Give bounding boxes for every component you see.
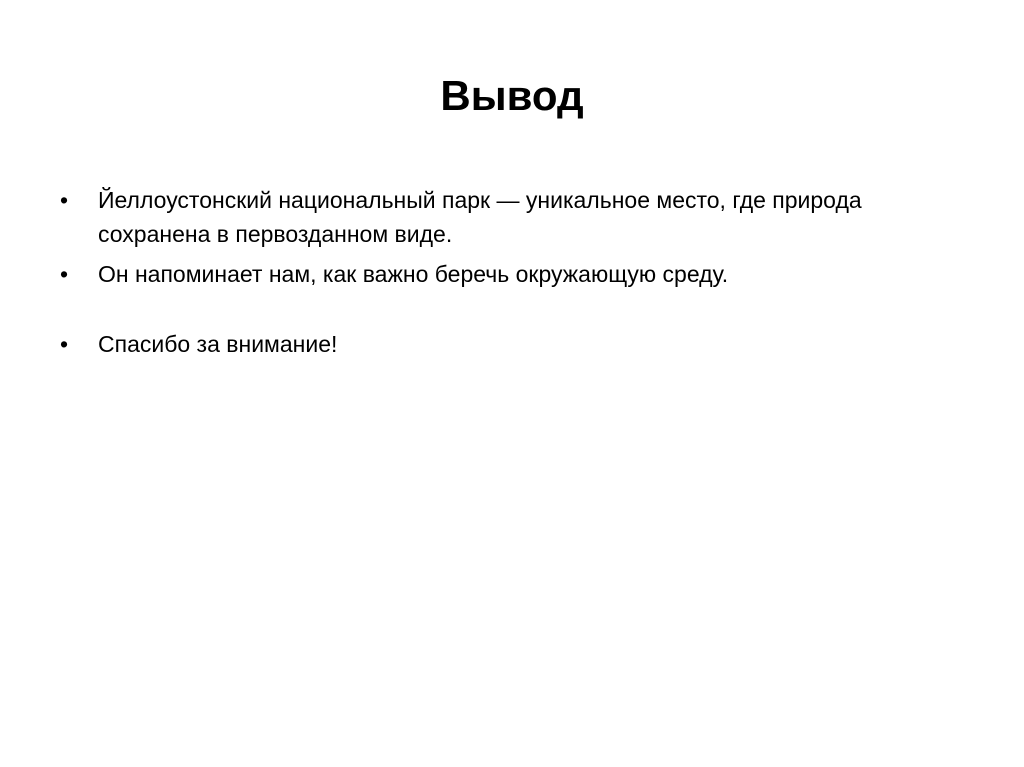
bullet-text-1: Йеллоустонский национальный парк — уникальное место, где природа сохранена в первозданном виде. (98, 187, 862, 247)
bullet-icon: • (60, 187, 69, 213)
bullet-list (60, 183, 940, 367)
bullet-item-1 (60, 183, 940, 251)
bullet-icon: • (60, 261, 69, 287)
bullet-item-2 (60, 257, 940, 291)
slide-title: Вывод (440, 72, 584, 119)
bullet-icon: • (60, 331, 69, 357)
bullet-item-3 (60, 327, 940, 361)
bullet-text-3: Спасибо за внимание! (98, 331, 338, 357)
bullet-text-2: Он напоминает нам, как важно беречь окружающую среду. (98, 261, 729, 287)
